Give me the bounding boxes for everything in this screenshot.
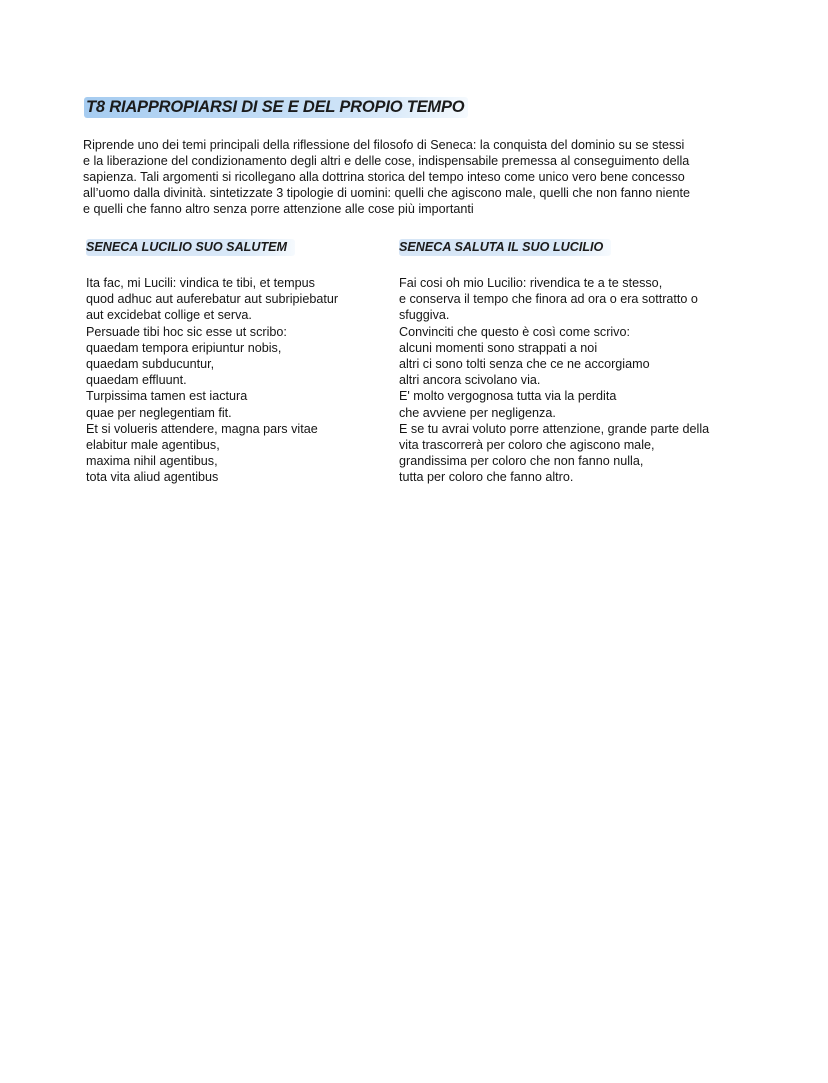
latin-verse-line: elabitur male agentibus, bbox=[86, 438, 220, 453]
intro-line: Riprende uno dei temi principali della riflessione del filosofo di Seneca: la conquista del dominio su se stessi bbox=[83, 138, 685, 152]
italian-verse-line: altri ci sono tolti senza che ce ne accorgiamo bbox=[399, 357, 650, 372]
italian-verse-line: vita trascorrerà per coloro che agiscono male, bbox=[399, 438, 655, 453]
intro-line: sapienza. Tali argomenti si ricollegano alla dottrina storica del tempo inteso come unico vero bene concesso bbox=[83, 170, 685, 184]
italian-column-heading bbox=[399, 240, 759, 254]
italian-verse-list bbox=[399, 275, 709, 486]
latin-verse-line: Ita fac, mi Lucili: vindica te tibi, et tempus bbox=[86, 276, 315, 290]
intro-line: all’uomo dalla divinità. sintetizzate 3 tipologie di uomini: quelli che agiscono male, quelli che non fanno niente bbox=[83, 186, 690, 200]
latin-column-heading bbox=[86, 240, 376, 254]
italian-verse-line: Convinciti che questo è così come scrivo: bbox=[399, 324, 630, 339]
page-title bbox=[84, 98, 468, 117]
latin-verse-line: quaedam effluunt. bbox=[86, 373, 187, 388]
intro-line: e quelli che fanno altro senza porre attenzione alle cose più importanti bbox=[83, 202, 474, 216]
latin-verse-line: Turpissima tamen est iactura bbox=[86, 389, 248, 404]
latin-verse-line: Et si volueris attendere, magna pars vitae bbox=[86, 421, 318, 436]
latin-verse-line: quod adhuc aut auferebatur aut subripiebatur bbox=[86, 292, 339, 307]
latin-verse-line: quaedam subducuntur, bbox=[86, 357, 215, 372]
latin-verse-list bbox=[86, 275, 338, 486]
italian-verse-line: grandissima per coloro che non fanno nulla, bbox=[399, 454, 644, 469]
latin-verse-line: quaedam tempora eripiuntur nobis, bbox=[86, 340, 282, 355]
latin-verse-line: quae per neglegentiam fit. bbox=[86, 405, 232, 420]
latin-verse-line: tota vita aliud agentibus bbox=[86, 470, 219, 485]
italian-translation-column bbox=[399, 240, 759, 485]
italian-heading-highlight: SENECA SALUTA IL SUO LUCILIO bbox=[399, 239, 611, 256]
italian-verse-line: E se tu avrai voluto porre attenzione, grande parte della bbox=[399, 421, 710, 436]
italian-verse-line: sfuggiva. bbox=[399, 308, 450, 323]
italian-verse-line: tutta per coloro che fanno altro. bbox=[399, 470, 574, 485]
intro-paragraph bbox=[83, 137, 753, 217]
latin-heading-highlight: SENECA LUCILIO SUO SALUTEM bbox=[86, 239, 295, 256]
italian-verse-line: che avviene per negligenza. bbox=[399, 405, 556, 420]
italian-verse-line: altri ancora scivolano via. bbox=[399, 373, 541, 388]
italian-verse-line: Fai cosi oh mio Lucilio: rivendica te a te stesso, bbox=[399, 276, 663, 290]
latin-verse-line: aut excidebat collige et serva. bbox=[86, 308, 252, 323]
italian-verse-line: E' molto vergognosa tutta via la perdita bbox=[399, 389, 617, 404]
intro-line: e la liberazione del condizionamento degli altri e delle cose, indispensabile premessa al conseguimento della bbox=[83, 154, 690, 168]
latin-text-column bbox=[86, 240, 376, 485]
latin-verse-line: maxima nihil agentibus, bbox=[86, 454, 218, 469]
italian-verse-line: alcuni momenti sono strappati a noi bbox=[399, 340, 598, 355]
title-highlight: T8 RIAPPROPIARSI DI SE E DEL PROPIO TEMPO bbox=[84, 97, 468, 118]
latin-verse-line: Persuade tibi hoc sic esse ut scribo: bbox=[86, 324, 287, 339]
italian-verse-line: e conserva il tempo che finora ad ora o era sottratto o bbox=[399, 292, 698, 307]
